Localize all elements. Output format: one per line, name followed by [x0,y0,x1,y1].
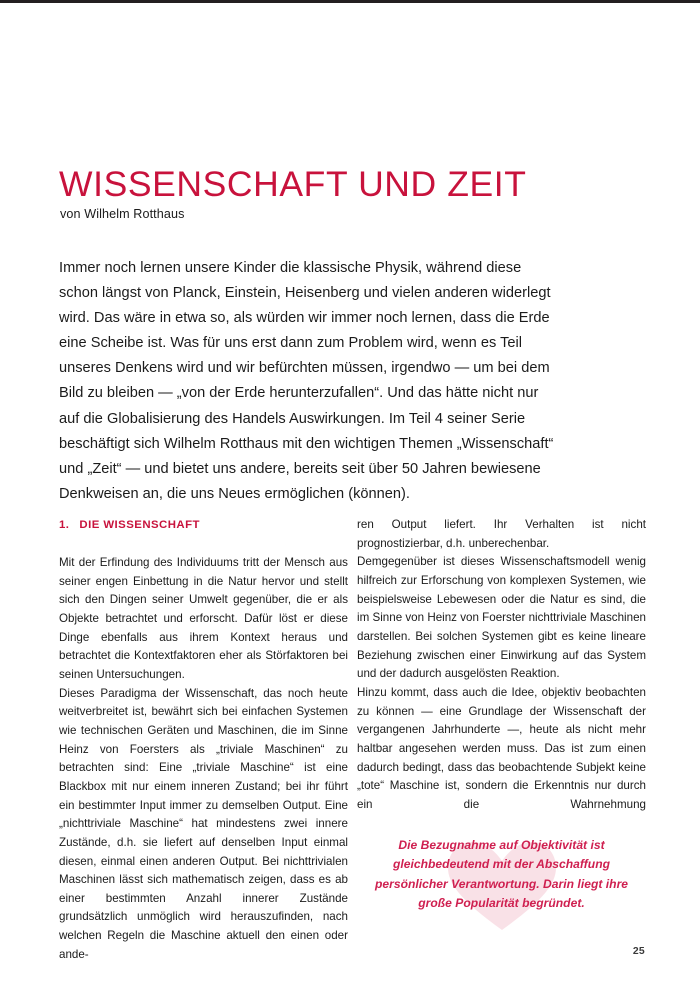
pullquote-text: Die Bezugnahme auf Objektivität ist gleichbedeutend mit der Abschaffung persönlicher Verantwortung. Darin liegt ihre große Popularität begründet. [374,838,629,911]
page-title: WISSENSCHAFT UND ZEIT [59,163,527,204]
lead-paragraph: Immer noch lernen unsere Kinder die klassische Physik, während diese schon längst von Planck, Einstein, Heisenberg und vielen anderen widerlegt wird. Das wäre in etwa so, als würden wir immer noch lernen, dass die Erde eine Scheibe ist. Was für uns erst dann zum Problem wird, wenn es Teil unseres Denkens wird und wir befürchten müssen, irgendwo — um bei dem Bild zu bleiben — „von der Erde herunterzufallen“. Und das hätte nicht nur auf die Globalisierung des Handels Auswirkungen. Im Teil 4 seiner Serie beschäftigt sich Wilhelm Rotthaus mit den wichtigen Themen „Wissenschaft“ und „Zeit“ — und bietet uns andere, bereits seit über 50 Jahren bewiesene Denkweisen an, die uns Neues ermöglichen (können). [59,260,554,502]
paragraph: Hinzu kommt, dass auch die Idee, objektiv beobachten zu können — eine Grundlage der Wissenschaft der vergangenen Jahrhunderte —, heute als nicht mehr haltbar angesehen werden muss. Das ist zum einen dadurch bedingt, dass das beobachtende Subjekt keine „tote“ Maschine ist, sondern die Erkenntnis nur durch ein die Wahrnehmung [357,685,646,811]
paragraph: Dieses Paradigma der Wissenschaft, das noch heute weitverbreitet ist, bewährt sich bei einfachen Systemen wie technischen Geräten und Maschinen, die im Sinne Heinz von Foersters als „triviale Maschinen“ zu betrachten sind: Eine „triviale Maschine“ ist eine Blackbox mit nur einem inneren Zustand; bei ihr führt ein bestimmter Input immer zu demselben Output. Eine „nichttriviale Maschine“ hat mindestens zwei innere Zustände, d.h. sie liefert auf denselben Input einmal diesen, einmal einen anderen Output. Bei nichttrivialen Maschinen lässt sich mathematisch zeigen, dass es ab einer bestimmten Anzahl innerer Zustände grundsätzlich unmöglich wird herauszufinden, nach welchen Regeln die Maschine aktuell den einen oder ande- [59,686,348,961]
body-column-right [357,516,646,815]
paragraph: ren Output liefert. Ihr Verhalten ist nicht prognostizierbar, d.h. unberechenbar. [357,518,646,550]
page-number: 25 [632,946,645,957]
section-title: DIE WISSENSCHAFT [79,519,200,531]
section-heading [59,519,200,531]
body-column-left [59,554,348,964]
section-number: 1. [59,519,70,531]
paragraph: Mit der Erfindung des Individuums tritt der Mensch aus seiner engen Einbettung in die Natur hervor und stellt sich den Dingen seiner Umwelt gegenüber, die er als Objekte betrachtet und erforscht. Dafür löst er diese Dinge ebenfalls aus ihrem Kontext heraus und betrachtet die Kontextfaktoren eher als Störfaktoren bei seinen Untersuchungen. [59,556,348,681]
paragraph: Demgegenüber ist dieses Wissenschaftsmodell wenig hilfreich zur Erforschung von komplexen Systemen, wie beispielsweise Lebewesen oder die Natur es sind, die im Sinne von Heinz von Foerster nichttriviale Maschinen darstellen. Bei solchen Systemen gibt es keine lineare Beziehung zwischen einer Einwirkung auf das System und der dadurch ausgelösten Reaktion. [357,555,646,681]
pullquote-block [357,836,646,931]
page-top-rule [0,0,700,3]
byline: von Wilhelm Rotthaus [60,207,185,221]
